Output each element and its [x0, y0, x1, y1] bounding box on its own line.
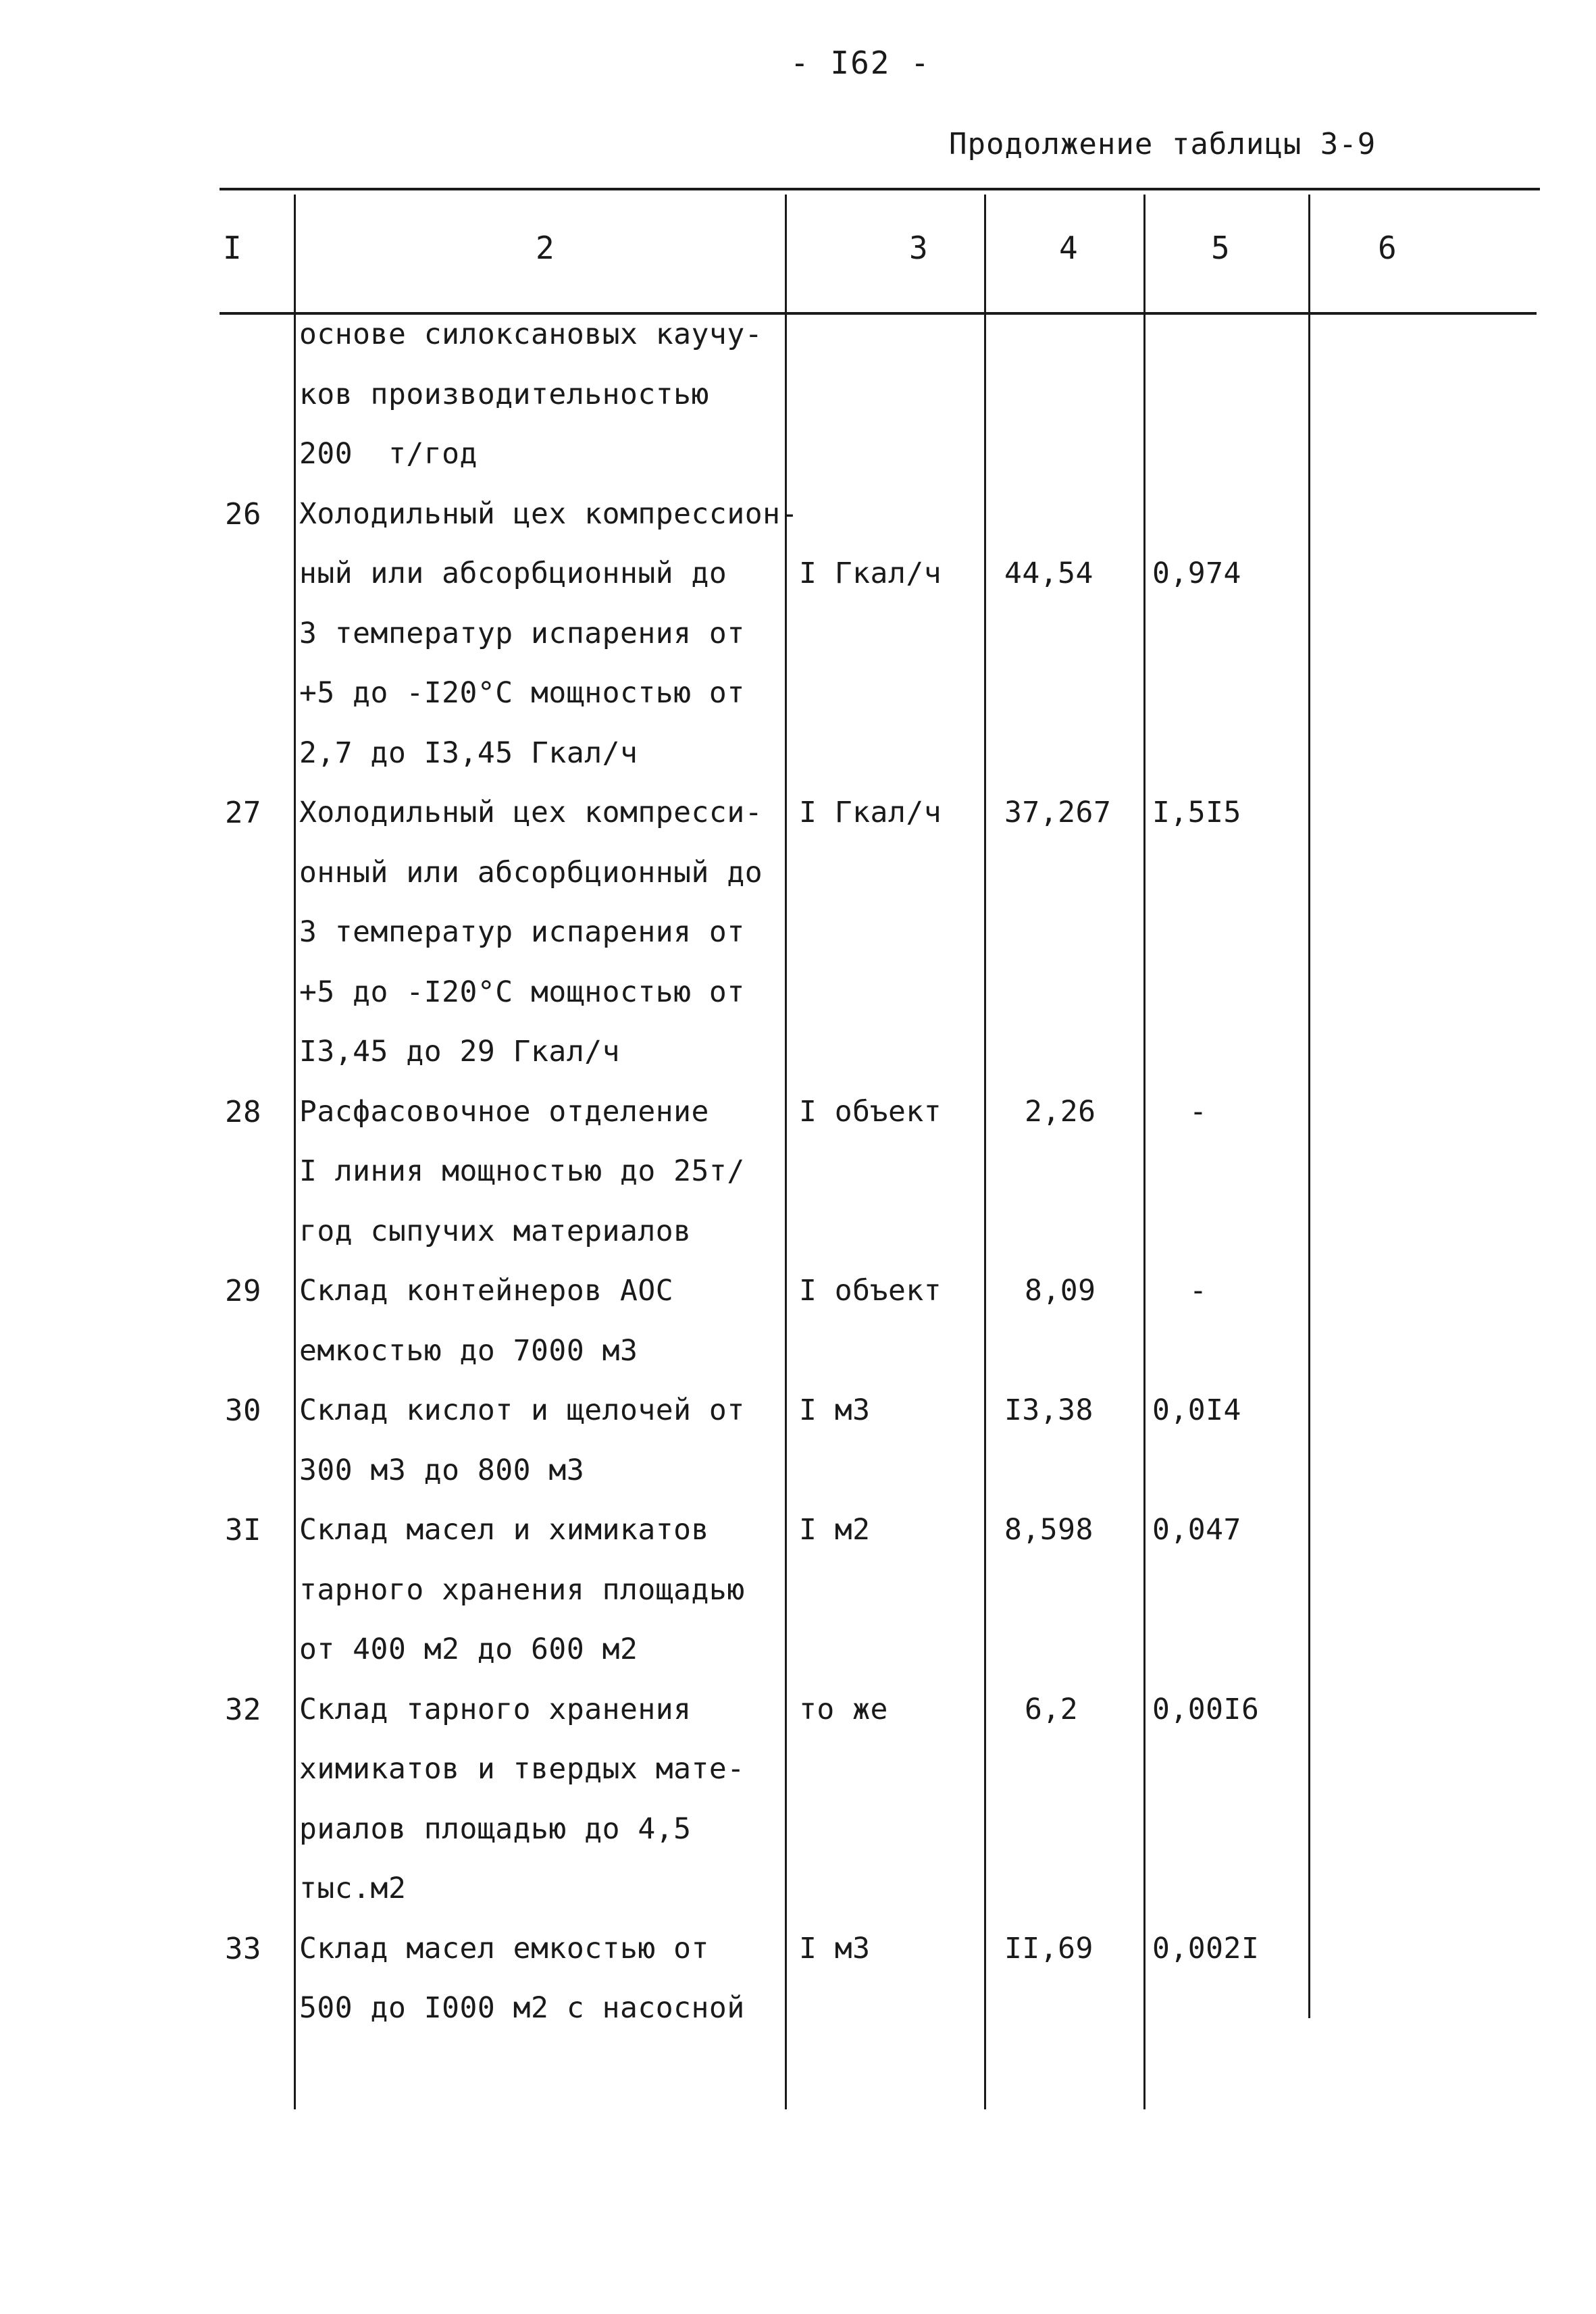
description-line: Склад тарного хранения — [299, 1692, 692, 1726]
unit-cell: I Гкал/ч — [799, 557, 942, 590]
description-line: I3,45 до 29 Гкал/ч — [299, 1035, 620, 1069]
description-line: I линия мощностью до 25т/ — [299, 1154, 745, 1188]
description-line: год сыпучих материалов — [299, 1214, 692, 1248]
value-cell-4: I3,38 — [1004, 1393, 1093, 1427]
description-line: Склад кислот и щелочей от — [299, 1393, 745, 1427]
description-line: 200 т/год — [299, 437, 478, 471]
row-number: 30 — [225, 1393, 261, 1428]
value-cell-5: 0,002I — [1152, 1931, 1260, 1965]
value-cell-5: - — [1189, 1274, 1208, 1308]
description-line: основе силоксановых каучу- — [299, 317, 763, 351]
unit-cell: I м3 — [799, 1931, 871, 1965]
header-cell: 6 — [1378, 230, 1397, 266]
row-number: 26 — [225, 496, 261, 532]
description-line: Холодильный цех компресси- — [299, 796, 763, 829]
table-continuation-caption: Продолжение таблицы 3-9 — [949, 127, 1376, 161]
value-cell-5: I,5I5 — [1152, 796, 1241, 829]
description-line: ков производительностью — [299, 377, 709, 411]
description-line: 3 температур испарения от — [299, 915, 745, 949]
description-line: тыс.м2 — [299, 1872, 407, 1905]
unit-cell: I Гкал/ч — [799, 796, 942, 829]
description-line: +5 до -I20°C мощностью от — [299, 676, 745, 710]
value-cell-5: 0,047 — [1152, 1513, 1241, 1547]
description-line: +5 до -I20°C мощностью от — [299, 975, 745, 1009]
header-cell: 3 — [909, 230, 928, 266]
description-line: тарного хранения площадью — [299, 1572, 745, 1607]
row-number: 29 — [225, 1274, 261, 1308]
page-number: - I62 - — [790, 45, 931, 81]
table-header-rule — [220, 312, 1537, 315]
row-number: 28 — [225, 1094, 261, 1129]
description-line: химикатов и твердых мате- — [299, 1752, 745, 1786]
description-line: Склад контейнеров АОС — [299, 1274, 674, 1308]
value-cell-4: 2,26 — [1025, 1094, 1096, 1129]
description-line: риалов площадью до 4,5 — [299, 1811, 692, 1846]
unit-cell: I м3 — [799, 1393, 871, 1427]
row-number: 27 — [225, 796, 261, 830]
description-line: емкостью до 7000 м3 — [299, 1333, 638, 1368]
unit-cell: то же — [799, 1692, 888, 1726]
description-line: от 400 м2 до 600 м2 — [299, 1632, 638, 1666]
row-number: 3I — [225, 1513, 261, 1547]
description-line: Расфасовочное отделение — [299, 1094, 709, 1129]
description-line: ный или абсорбционный до — [299, 557, 727, 590]
value-cell-5: 0,00I6 — [1152, 1692, 1260, 1726]
row-number: 32 — [225, 1692, 261, 1727]
unit-cell: I объект — [799, 1274, 942, 1308]
description-line: 500 до I000 м2 с насосной — [299, 1991, 745, 2025]
value-cell-5: - — [1189, 1094, 1208, 1129]
description-line: Склад масел емкостью от — [299, 1931, 709, 1965]
column-rule-5 — [1308, 195, 1310, 2018]
column-rule-4 — [1143, 195, 1145, 2109]
value-cell-4: 6,2 — [1025, 1692, 1079, 1726]
value-cell-4: 8,598 — [1004, 1513, 1093, 1547]
column-rule-1 — [294, 195, 296, 2109]
value-cell-4: II,69 — [1004, 1931, 1093, 1965]
header-cell: 4 — [1059, 230, 1078, 266]
description-line: 3 температур испарения от — [299, 616, 745, 650]
unit-cell: I м2 — [799, 1513, 871, 1547]
value-cell-5: 0,974 — [1152, 557, 1241, 590]
column-rule-2 — [785, 195, 787, 2109]
description-line: онный или абсорбционный до — [299, 855, 763, 890]
value-cell-4: 37,267 — [1004, 796, 1112, 829]
header-cell: I — [223, 230, 242, 266]
header-cell: 2 — [536, 230, 555, 266]
header-cell: 5 — [1211, 230, 1230, 266]
description-line: Холодильный цех компрессион- — [299, 496, 798, 531]
description-line: 300 м3 до 800 м3 — [299, 1453, 585, 1487]
value-cell-5: 0,0I4 — [1152, 1393, 1241, 1427]
row-number: 33 — [225, 1931, 261, 1966]
value-cell-4: 8,09 — [1025, 1274, 1096, 1308]
description-line: 2,7 до I3,45 Гкал/ч — [299, 736, 638, 770]
column-rule-3 — [984, 195, 986, 2109]
unit-cell: I объект — [799, 1094, 942, 1129]
description-line: Склад масел и химикатов — [299, 1513, 709, 1547]
value-cell-4: 44,54 — [1004, 557, 1093, 590]
table-top-rule — [220, 188, 1540, 190]
